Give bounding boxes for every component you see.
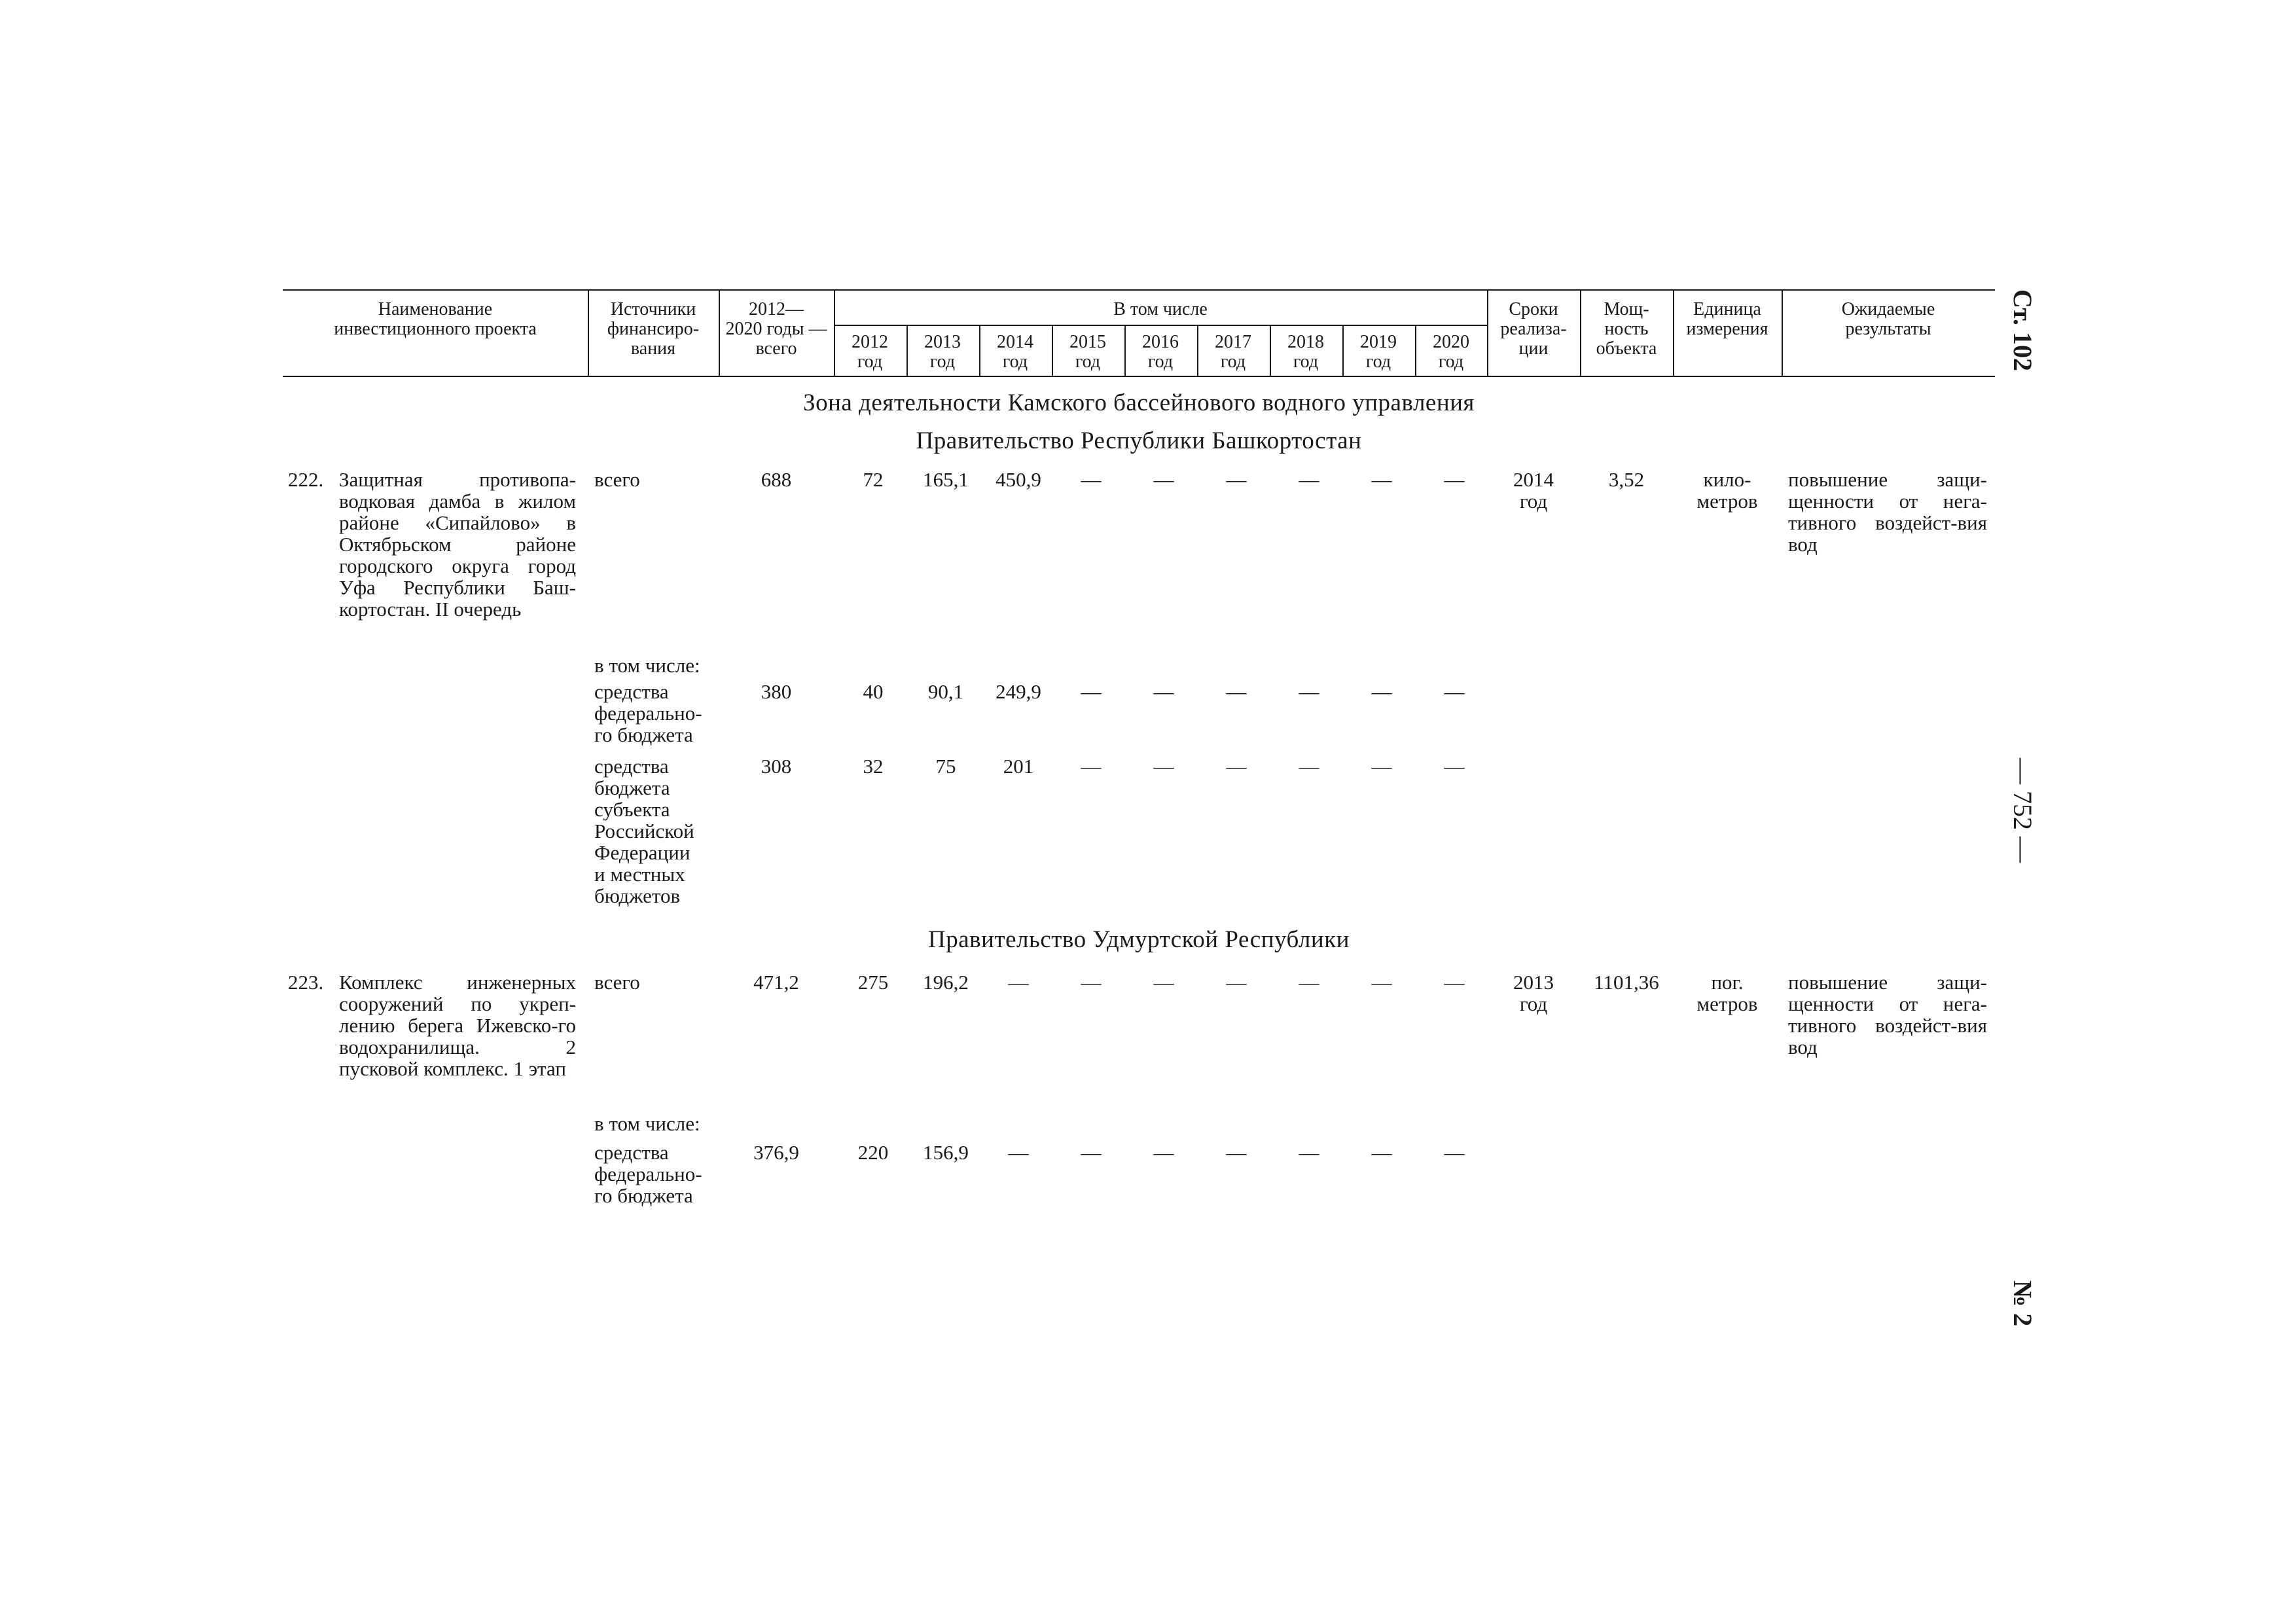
expected-result: повышение защи-щенности от нега-тивного воздейст-вия вод <box>1788 468 1987 556</box>
year-value: 201 <box>1003 755 1034 778</box>
header-including: В том числе <box>1113 299 1208 319</box>
header-year-2015: 2015 год <box>1069 332 1106 372</box>
including-label: в том числе: <box>594 654 700 677</box>
project-name: Защитная противопа-водковая дамба в жилом районе «Сипайлово» в Октябрьском районе городского округа город Уфа Республики Баш-кортостан. II очередь <box>339 468 576 621</box>
year-value: 196,2 <box>923 971 969 994</box>
header-funding-sources: Источники финансиро- вания <box>607 299 700 359</box>
measurement-unit: кило- метров <box>1696 468 1758 513</box>
year-value: — <box>1081 1141 1102 1164</box>
header-year-2020: 2020 год <box>1433 332 1469 372</box>
year-value: — <box>1371 468 1392 491</box>
year-value: — <box>1153 680 1174 703</box>
group-heading: Правительство Удмуртской Республики <box>928 926 1350 953</box>
year-value: — <box>1371 1141 1392 1164</box>
year-value: — <box>1444 1141 1465 1164</box>
expected-result: повышение защи-щенности от нега-тивного воздейст-вия вод <box>1788 971 1987 1058</box>
zone-heading: Зона деятельности Камского бассейнового водного управления <box>803 389 1475 416</box>
year-value: 90,1 <box>927 680 964 703</box>
year-value: — <box>1444 755 1465 778</box>
header-year-2018: 2018 год <box>1287 332 1324 372</box>
year-value: — <box>1371 755 1392 778</box>
year-value: — <box>1444 468 1465 491</box>
total-value: 380 <box>761 680 792 703</box>
header-year-2012: 2012 год <box>852 332 888 372</box>
years-rule <box>834 325 1487 326</box>
funding-source: всего <box>594 468 640 491</box>
year-value: — <box>1299 468 1319 491</box>
object-capacity: 3,52 <box>1608 468 1645 491</box>
year-value: — <box>1226 755 1247 778</box>
header-terms: Сроки реализа- ции <box>1500 299 1567 359</box>
including-label: в том числе: <box>594 1112 700 1135</box>
year-value: — <box>1226 971 1247 994</box>
year-value: 156,9 <box>923 1141 969 1164</box>
header-year-2013: 2013 год <box>924 332 961 372</box>
page-header-issue: Ст. 102 <box>2008 289 2037 371</box>
year-value: — <box>1008 1141 1029 1164</box>
year-value: — <box>1153 755 1174 778</box>
header-year-2017: 2017 год <box>1215 332 1251 372</box>
year-value: — <box>1153 971 1174 994</box>
year-value: — <box>1371 971 1392 994</box>
page-number: — 752 — <box>2008 758 2037 863</box>
header-bottom-rule <box>283 376 1995 377</box>
year-value: 275 <box>857 971 889 994</box>
year-value: — <box>1008 971 1029 994</box>
project-name: Комплекс инженерных сооружений по укреп-лению берега Ижевско-го водохранилища. 2 пусковой комплекс. 1 этап <box>339 971 576 1080</box>
total-value: 688 <box>761 468 792 491</box>
year-value: — <box>1081 971 1102 994</box>
measurement-unit: пог. метров <box>1696 971 1758 1015</box>
funding-source: средства федерально- го бюджета <box>594 680 702 746</box>
header-total: 2012— 2020 годы — всего <box>725 299 827 359</box>
year-value: — <box>1153 1141 1174 1164</box>
year-value: 249,9 <box>996 680 1041 703</box>
year-value: — <box>1299 1141 1319 1164</box>
header-results: Ожидаемые результаты <box>1841 299 1935 339</box>
year-value: — <box>1299 971 1319 994</box>
year-value: 220 <box>857 1141 889 1164</box>
year-value: — <box>1081 680 1102 703</box>
header-unit: Единица измерения <box>1686 299 1768 339</box>
year-value: — <box>1153 468 1174 491</box>
year-value: 450,9 <box>996 468 1041 491</box>
project-number: 222. <box>288 468 324 491</box>
header-year-2014: 2014 год <box>997 332 1033 372</box>
year-value: 165,1 <box>923 468 969 491</box>
total-value: 308 <box>761 755 792 778</box>
year-value: — <box>1226 1141 1247 1164</box>
group-heading: Правительство Республики Башкортостан <box>916 427 1362 454</box>
year-value: — <box>1081 468 1102 491</box>
total-value: 376,9 <box>753 1141 799 1164</box>
implementation-term: 2014 год <box>1513 468 1554 513</box>
funding-source: средства бюджета субъекта Российской Федерации и местных бюджетов <box>594 755 694 907</box>
table-top-rule <box>283 289 1995 291</box>
funding-source: средства федерально- го бюджета <box>594 1141 702 1207</box>
year-value: — <box>1444 680 1465 703</box>
year-value: — <box>1226 468 1247 491</box>
funding-source: всего <box>594 971 640 994</box>
year-value: 40 <box>863 680 884 703</box>
year-value: — <box>1299 755 1319 778</box>
issue-number: № 2 <box>2008 1280 2037 1327</box>
object-capacity: 1101,36 <box>1594 971 1659 994</box>
year-value: 75 <box>935 755 956 778</box>
project-number: 223. <box>288 971 324 994</box>
year-value: 32 <box>863 755 884 778</box>
implementation-term: 2013 год <box>1513 971 1554 1015</box>
year-value: — <box>1226 680 1247 703</box>
year-value: — <box>1444 971 1465 994</box>
header-year-2019: 2019 год <box>1360 332 1397 372</box>
year-value: — <box>1371 680 1392 703</box>
header-year-2016: 2016 год <box>1142 332 1179 372</box>
year-value: — <box>1081 755 1102 778</box>
header-project-name: Наименование инвестиционного проекта <box>334 299 537 339</box>
year-value: — <box>1299 680 1319 703</box>
year-value: 72 <box>863 468 884 491</box>
header-capacity: Мощ- ность объекта <box>1596 299 1657 359</box>
total-value: 471,2 <box>753 971 799 994</box>
